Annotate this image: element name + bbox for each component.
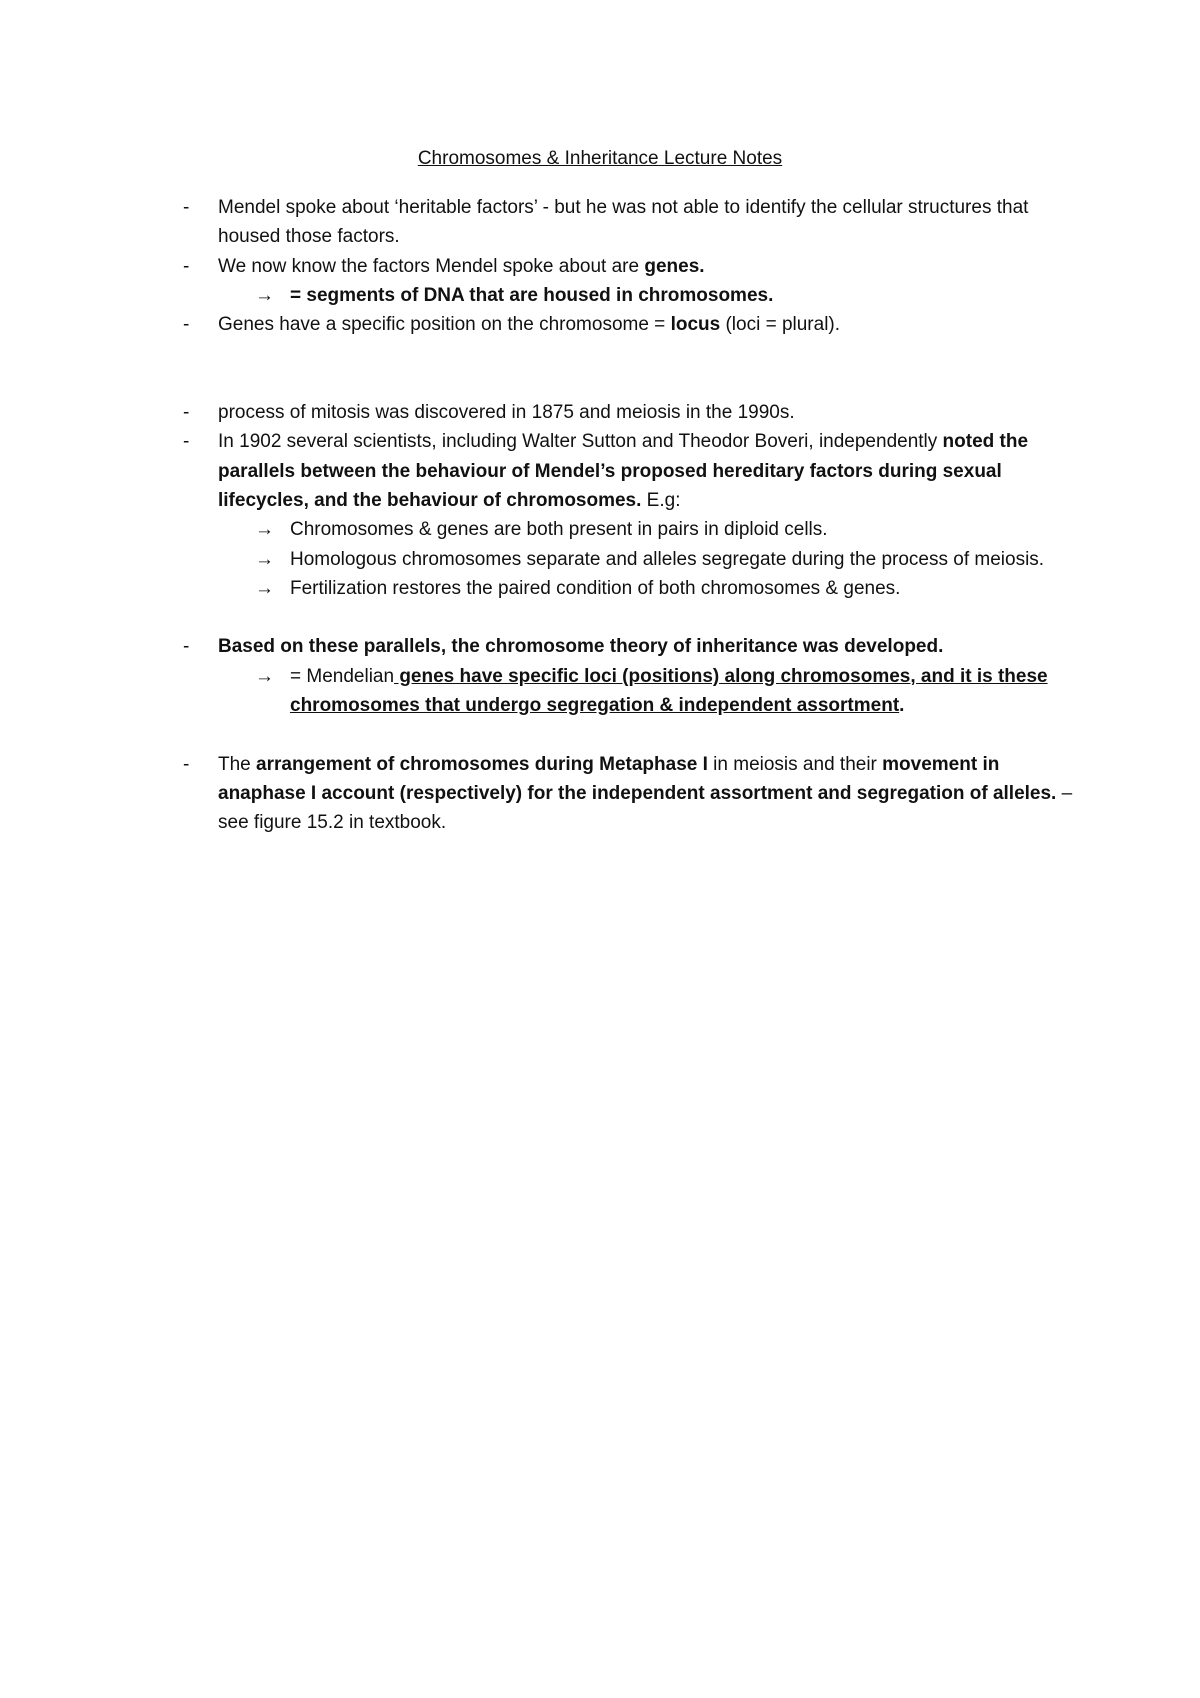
note-text: The (218, 753, 257, 775)
note-emphasis: genes. (644, 255, 705, 277)
note-text: process of mitosis was discovered in 1875 and meiosis in the 1990s. (218, 402, 795, 424)
note-text: = Mendelian (290, 665, 395, 687)
note-emphasis: = segments of DNA that are housed in chromosomes. (290, 284, 774, 306)
bullet-dash: - (183, 255, 190, 277)
note-text: in meiosis and their (707, 753, 883, 775)
note-text: (loci = plural). (720, 314, 841, 336)
arrow-icon: → (255, 665, 274, 687)
note-emphasis-underlined: genes have specific loci (positions) along chromosomes, and it is these chromosomes that undergo segregation & independent assortment (290, 665, 1048, 717)
spacer (183, 339, 1083, 398)
note-item (183, 632, 1083, 661)
bullet-dash: - (183, 402, 190, 424)
note-emphasis: Based on these parallels, the chromosome theory of inheritance was developed. (218, 636, 944, 658)
spacer (183, 720, 1083, 749)
note-item (183, 750, 1083, 838)
note-emphasis: arrangement of chromosomes during Metaphase I (256, 753, 708, 775)
note-emphasis: locus (670, 314, 721, 336)
arrow-icon: → (255, 284, 274, 306)
note-text: Homologous chromosomes separate and alleles segregate during the process of meiosis. (290, 548, 1045, 570)
note-text: Fertilization restores the paired condition of both chromosomes & genes. (290, 577, 901, 599)
note-text: We now know the factors Mendel spoke about are (218, 255, 645, 277)
bullet-dash: - (183, 431, 190, 453)
note-item (183, 310, 1083, 339)
page-title: Chromosomes & Inheritance Lecture Notes (417, 148, 783, 169)
notes-body (183, 193, 1083, 838)
note-item (183, 398, 1083, 427)
note-text: In 1902 several scientists, including Walter Sutton and Theodor Boveri, independently (218, 431, 943, 453)
note-text: – see figure 15.2 in textbook. (218, 782, 1073, 834)
note-emphasis: noted the parallels between the behaviour of Mendel’s proposed hereditary factors during sexual lifecycles, and the behaviour of chromosomes. (218, 431, 1029, 511)
note-item (183, 193, 1083, 252)
note-text: Genes have a specific position on the chromosome = (218, 314, 671, 336)
note-subitem (183, 662, 1083, 721)
arrow-icon: → (255, 577, 274, 599)
note-subitem (183, 545, 1083, 574)
spacer (183, 603, 1083, 632)
note-text: Mendel spoke about ‘heritable factors’ - but he was not able to identify the cellular structures that housed those factors. (218, 197, 1029, 248)
note-emphasis: . (899, 695, 905, 717)
bullet-dash: - (183, 197, 190, 218)
note-item (183, 427, 1083, 515)
note-subitem (183, 281, 1083, 310)
note-item (183, 252, 1083, 281)
note-subitem (183, 574, 1083, 603)
arrow-icon: → (255, 548, 274, 570)
note-text: E.g: (641, 489, 681, 511)
note-emphasis: movement in anaphase I account (respectively) for the independent assortment and segregation of alleles. (218, 753, 1057, 804)
bullet-dash: - (183, 636, 190, 658)
note-subitem (183, 515, 1083, 544)
arrow-icon: → (255, 519, 274, 541)
note-text: Chromosomes & genes are both present in pairs in diploid cells. (290, 519, 828, 541)
bullet-dash: - (183, 753, 190, 775)
bullet-dash: - (183, 314, 190, 336)
